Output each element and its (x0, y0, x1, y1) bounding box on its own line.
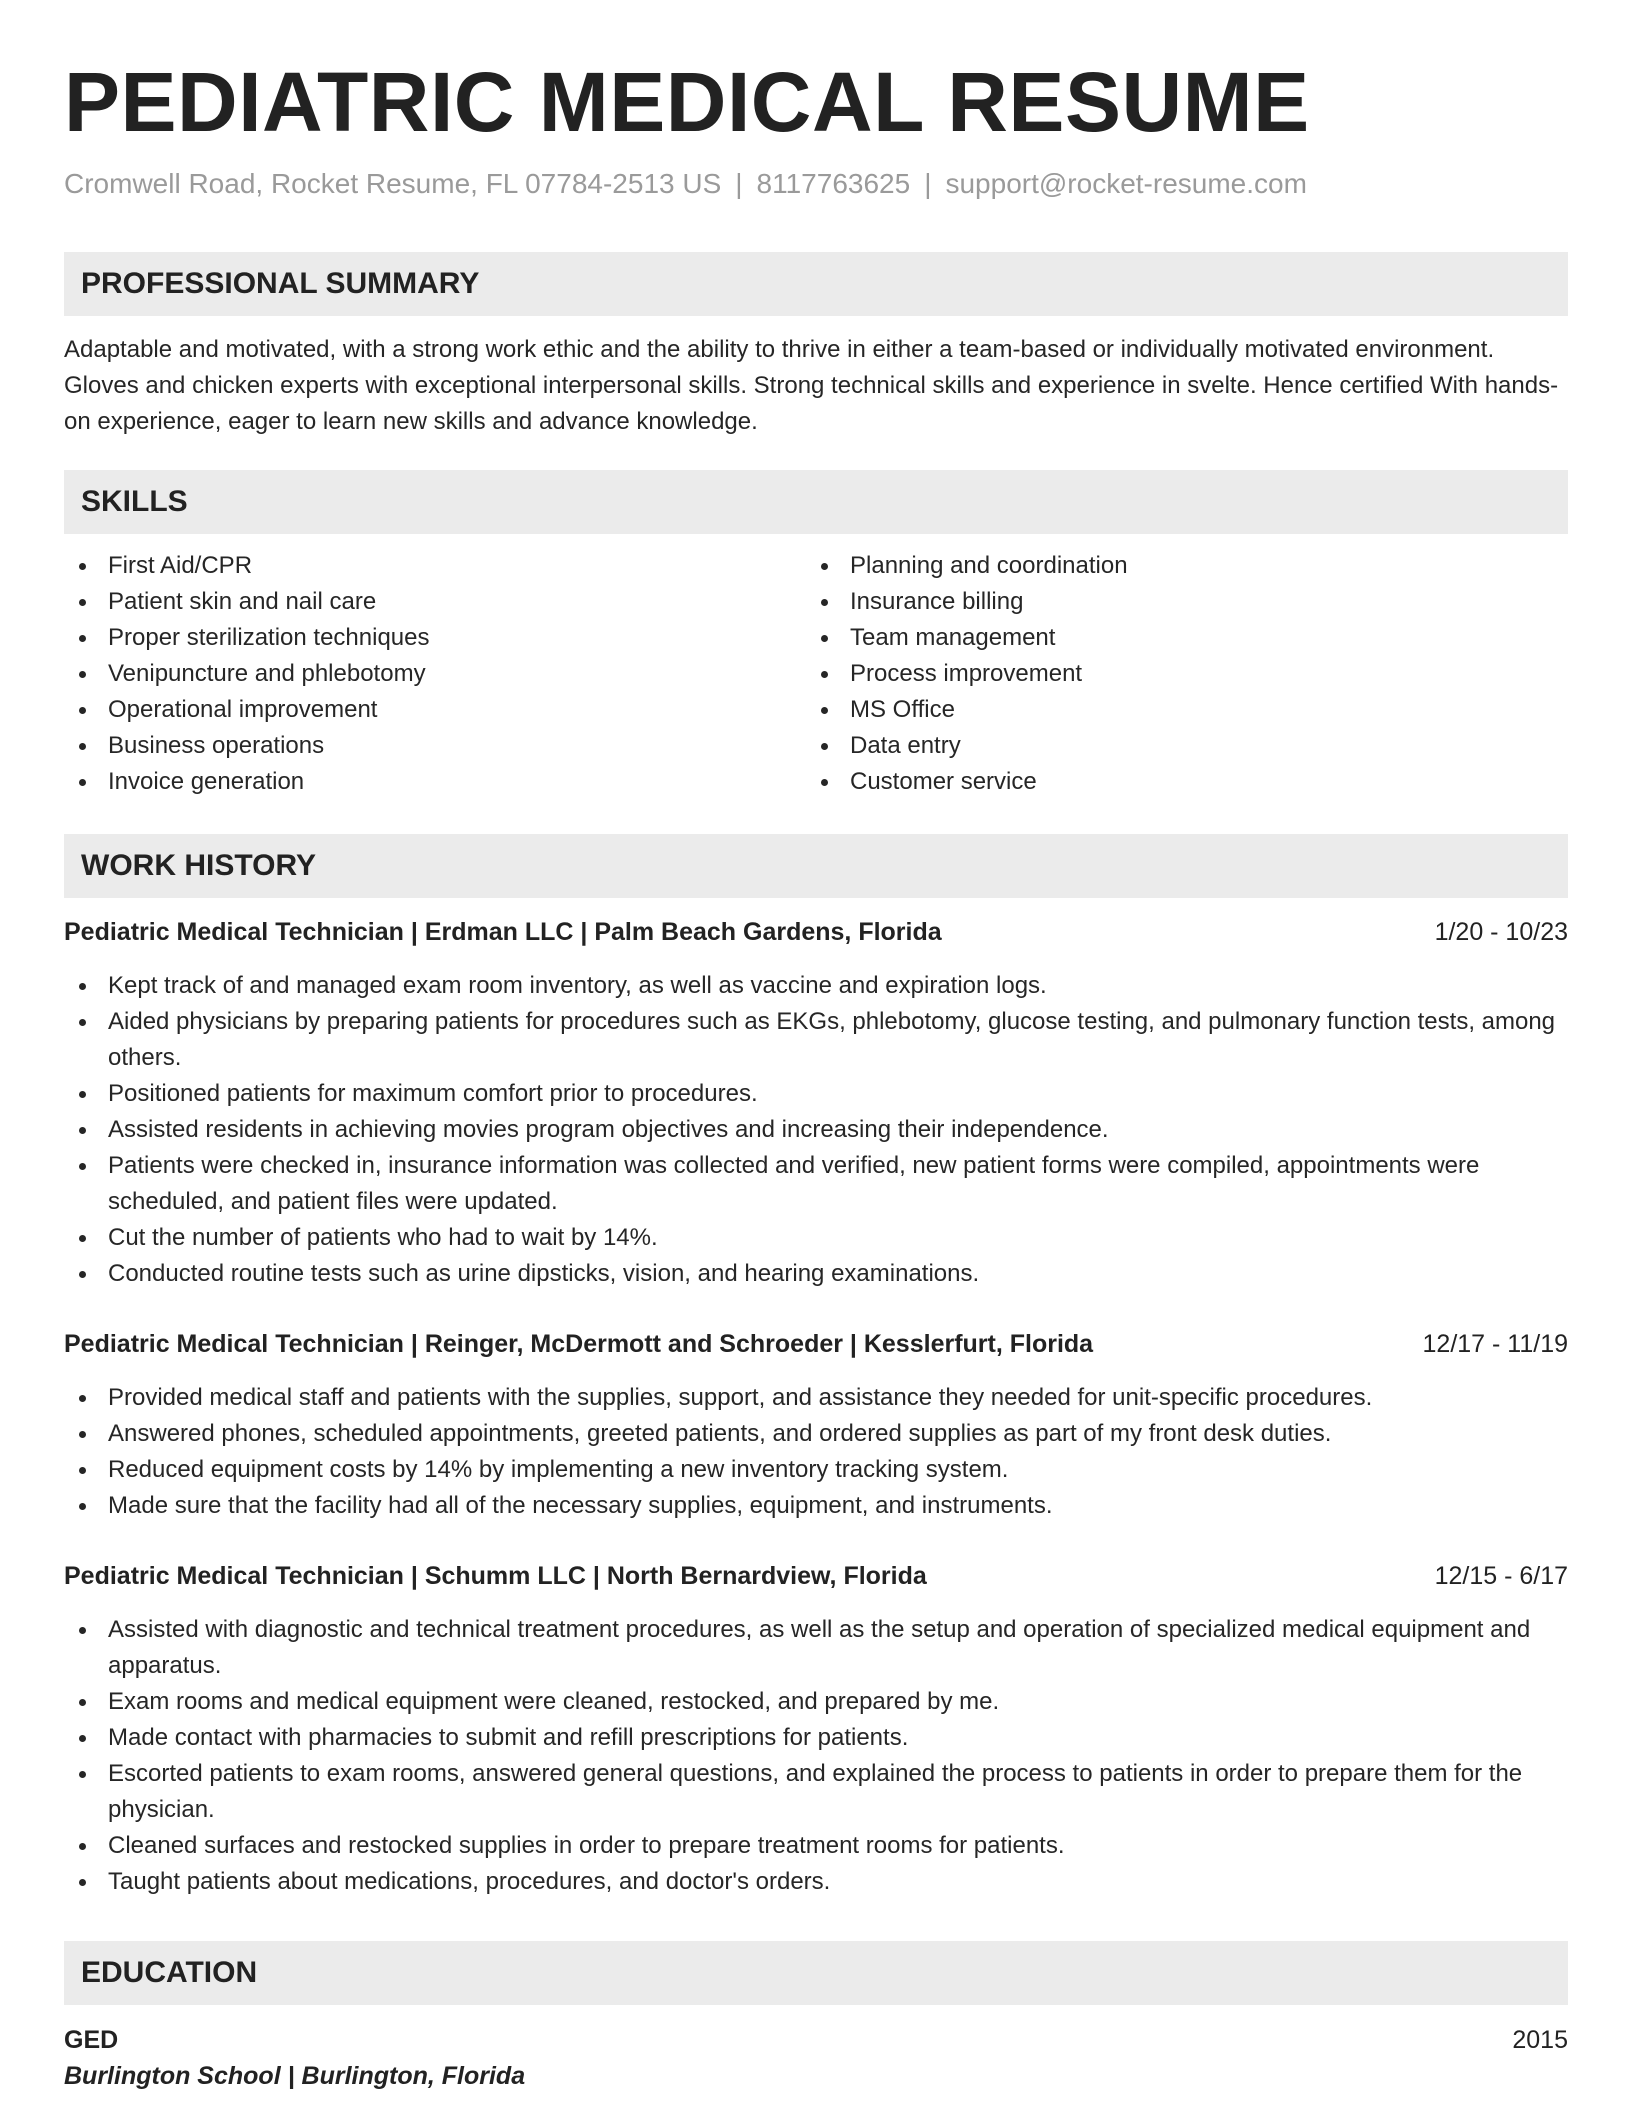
job-header (64, 1326, 1568, 1362)
skill-item: MS Office (806, 692, 1548, 728)
job-dates: 12/15 - 6/17 (1434, 1562, 1568, 1590)
skill-item: Process improvement (806, 656, 1548, 692)
contact-phone: 8117763625 (756, 168, 911, 199)
job-header (64, 1558, 1568, 1594)
job-bullet: Reduced equipment costs by 14% by implementing a new inventory tracking system. (64, 1452, 1568, 1488)
education-school: Burlington School | Burlington, Florida (64, 2062, 526, 2090)
job-entry (64, 1558, 1568, 1900)
skill-item: Operational improvement (64, 692, 806, 728)
education-section (64, 1941, 1568, 2005)
job-bullet: Aided physicians by preparing patients for procedures such as EKGs, phlebotomy, glucose testing, and pulmonary function tests, among others. (64, 1004, 1568, 1076)
skill-item: Customer service (806, 764, 1548, 800)
skills-section (64, 470, 1568, 800)
job-bullet: Assisted with diagnostic and technical treatment procedures, as well as the setup and operation of specialized medical equipment and apparatus. (64, 1612, 1568, 1684)
resume-title: PEDIATRIC MEDICAL RESUME (64, 55, 1310, 149)
job-bullet: Conducted routine tests such as urine dipsticks, vision, and hearing examinations. (64, 1256, 1568, 1292)
education-degree: GED (64, 2026, 119, 2054)
summary-text: Adaptable and motivated, with a strong work ethic and the ability to thrive in either a team-based or individually motivated environment. Gloves and chicken experts with exceptional interpersonal skills. Strong technical skills and experience in svelte. Hence certified With hands-on experience, eager to learn new skills and advance knowledge. (64, 336, 1559, 435)
work-heading: WORK HISTORY (64, 834, 1568, 898)
contact-email: support@rocket-resume.com (945, 168, 1307, 199)
job-dates: 1/20 - 10/23 (1434, 918, 1568, 946)
job-bullet: Made sure that the facility had all of the necessary supplies, equipment, and instruments. (64, 1488, 1568, 1524)
job-bullets (64, 1612, 1568, 1900)
job-bullet: Made contact with pharmacies to submit and refill prescriptions for patients. (64, 1720, 1568, 1756)
skills-list-right (806, 548, 1548, 800)
job-bullet: Provided medical staff and patients with the supplies, support, and assistance they needed for unit-specific procedures. (64, 1380, 1568, 1416)
skill-item: Proper sterilization techniques (64, 620, 806, 656)
job-title: Pediatric Medical Technician | Schumm LLC | North Bernardview, Florida (64, 1562, 927, 1590)
skill-item: First Aid/CPR (64, 548, 806, 584)
skill-item: Venipuncture and phlebotomy (64, 656, 806, 692)
education-entry (64, 2022, 1568, 2094)
skill-item: Data entry (806, 728, 1548, 764)
job-bullet: Answered phones, scheduled appointments, greeted patients, and ordered supplies as part of my front desk duties. (64, 1416, 1568, 1452)
summary-section (64, 252, 1568, 440)
job-bullets (64, 968, 1568, 1292)
job-header (64, 914, 1568, 950)
job-bullet: Cleaned surfaces and restocked supplies in order to prepare treatment rooms for patients. (64, 1828, 1568, 1864)
contact-separator: | (735, 168, 743, 199)
contact-line (64, 164, 1307, 204)
job-bullet: Patients were checked in, insurance information was collected and verified, new patient forms were compiled, appointments were scheduled, and patient files were updated. (64, 1148, 1568, 1220)
skill-item: Patient skin and nail care (64, 584, 806, 620)
job-bullet: Kept track of and managed exam room inventory, as well as vaccine and expiration logs. (64, 968, 1568, 1004)
job-bullet: Taught patients about medications, procedures, and doctor's orders. (64, 1864, 1568, 1900)
job-bullet: Positioned patients for maximum comfort prior to procedures. (64, 1076, 1568, 1112)
contact-address: Cromwell Road, Rocket Resume, FL 07784-2513 US (64, 168, 722, 199)
job-bullet: Escorted patients to exam rooms, answered general questions, and explained the process to patients in order to prepare them for the physician. (64, 1756, 1568, 1828)
skills-columns (64, 548, 1568, 800)
work-section (64, 834, 1568, 898)
skill-item: Team management (806, 620, 1548, 656)
job-title: Pediatric Medical Technician | Reinger, McDermott and Schroeder | Kesslerfurt, Florida (64, 1330, 1094, 1358)
summary-heading: PROFESSIONAL SUMMARY (64, 252, 1568, 316)
skill-item: Invoice generation (64, 764, 806, 800)
education-heading: EDUCATION (64, 1941, 1568, 2005)
job-bullet: Cut the number of patients who had to wait by 14%. (64, 1220, 1568, 1256)
education-year: 2015 (1512, 2026, 1568, 2054)
job-bullet: Exam rooms and medical equipment were cleaned, restocked, and prepared by me. (64, 1684, 1568, 1720)
job-entry (64, 1326, 1568, 1524)
job-bullets (64, 1380, 1568, 1524)
job-dates: 12/17 - 11/19 (1422, 1330, 1568, 1358)
job-entry (64, 914, 1568, 1292)
contact-separator: | (924, 168, 932, 199)
skills-heading: SKILLS (64, 470, 1568, 534)
skill-item: Planning and coordination (806, 548, 1548, 584)
job-title: Pediatric Medical Technician | Erdman LLC | Palm Beach Gardens, Florida (64, 918, 942, 946)
skill-item: Business operations (64, 728, 806, 764)
education-header (64, 2022, 1568, 2058)
job-bullet: Assisted residents in achieving movies program objectives and increasing their independence. (64, 1112, 1568, 1148)
skills-list-left (64, 548, 806, 800)
skill-item: Insurance billing (806, 584, 1548, 620)
